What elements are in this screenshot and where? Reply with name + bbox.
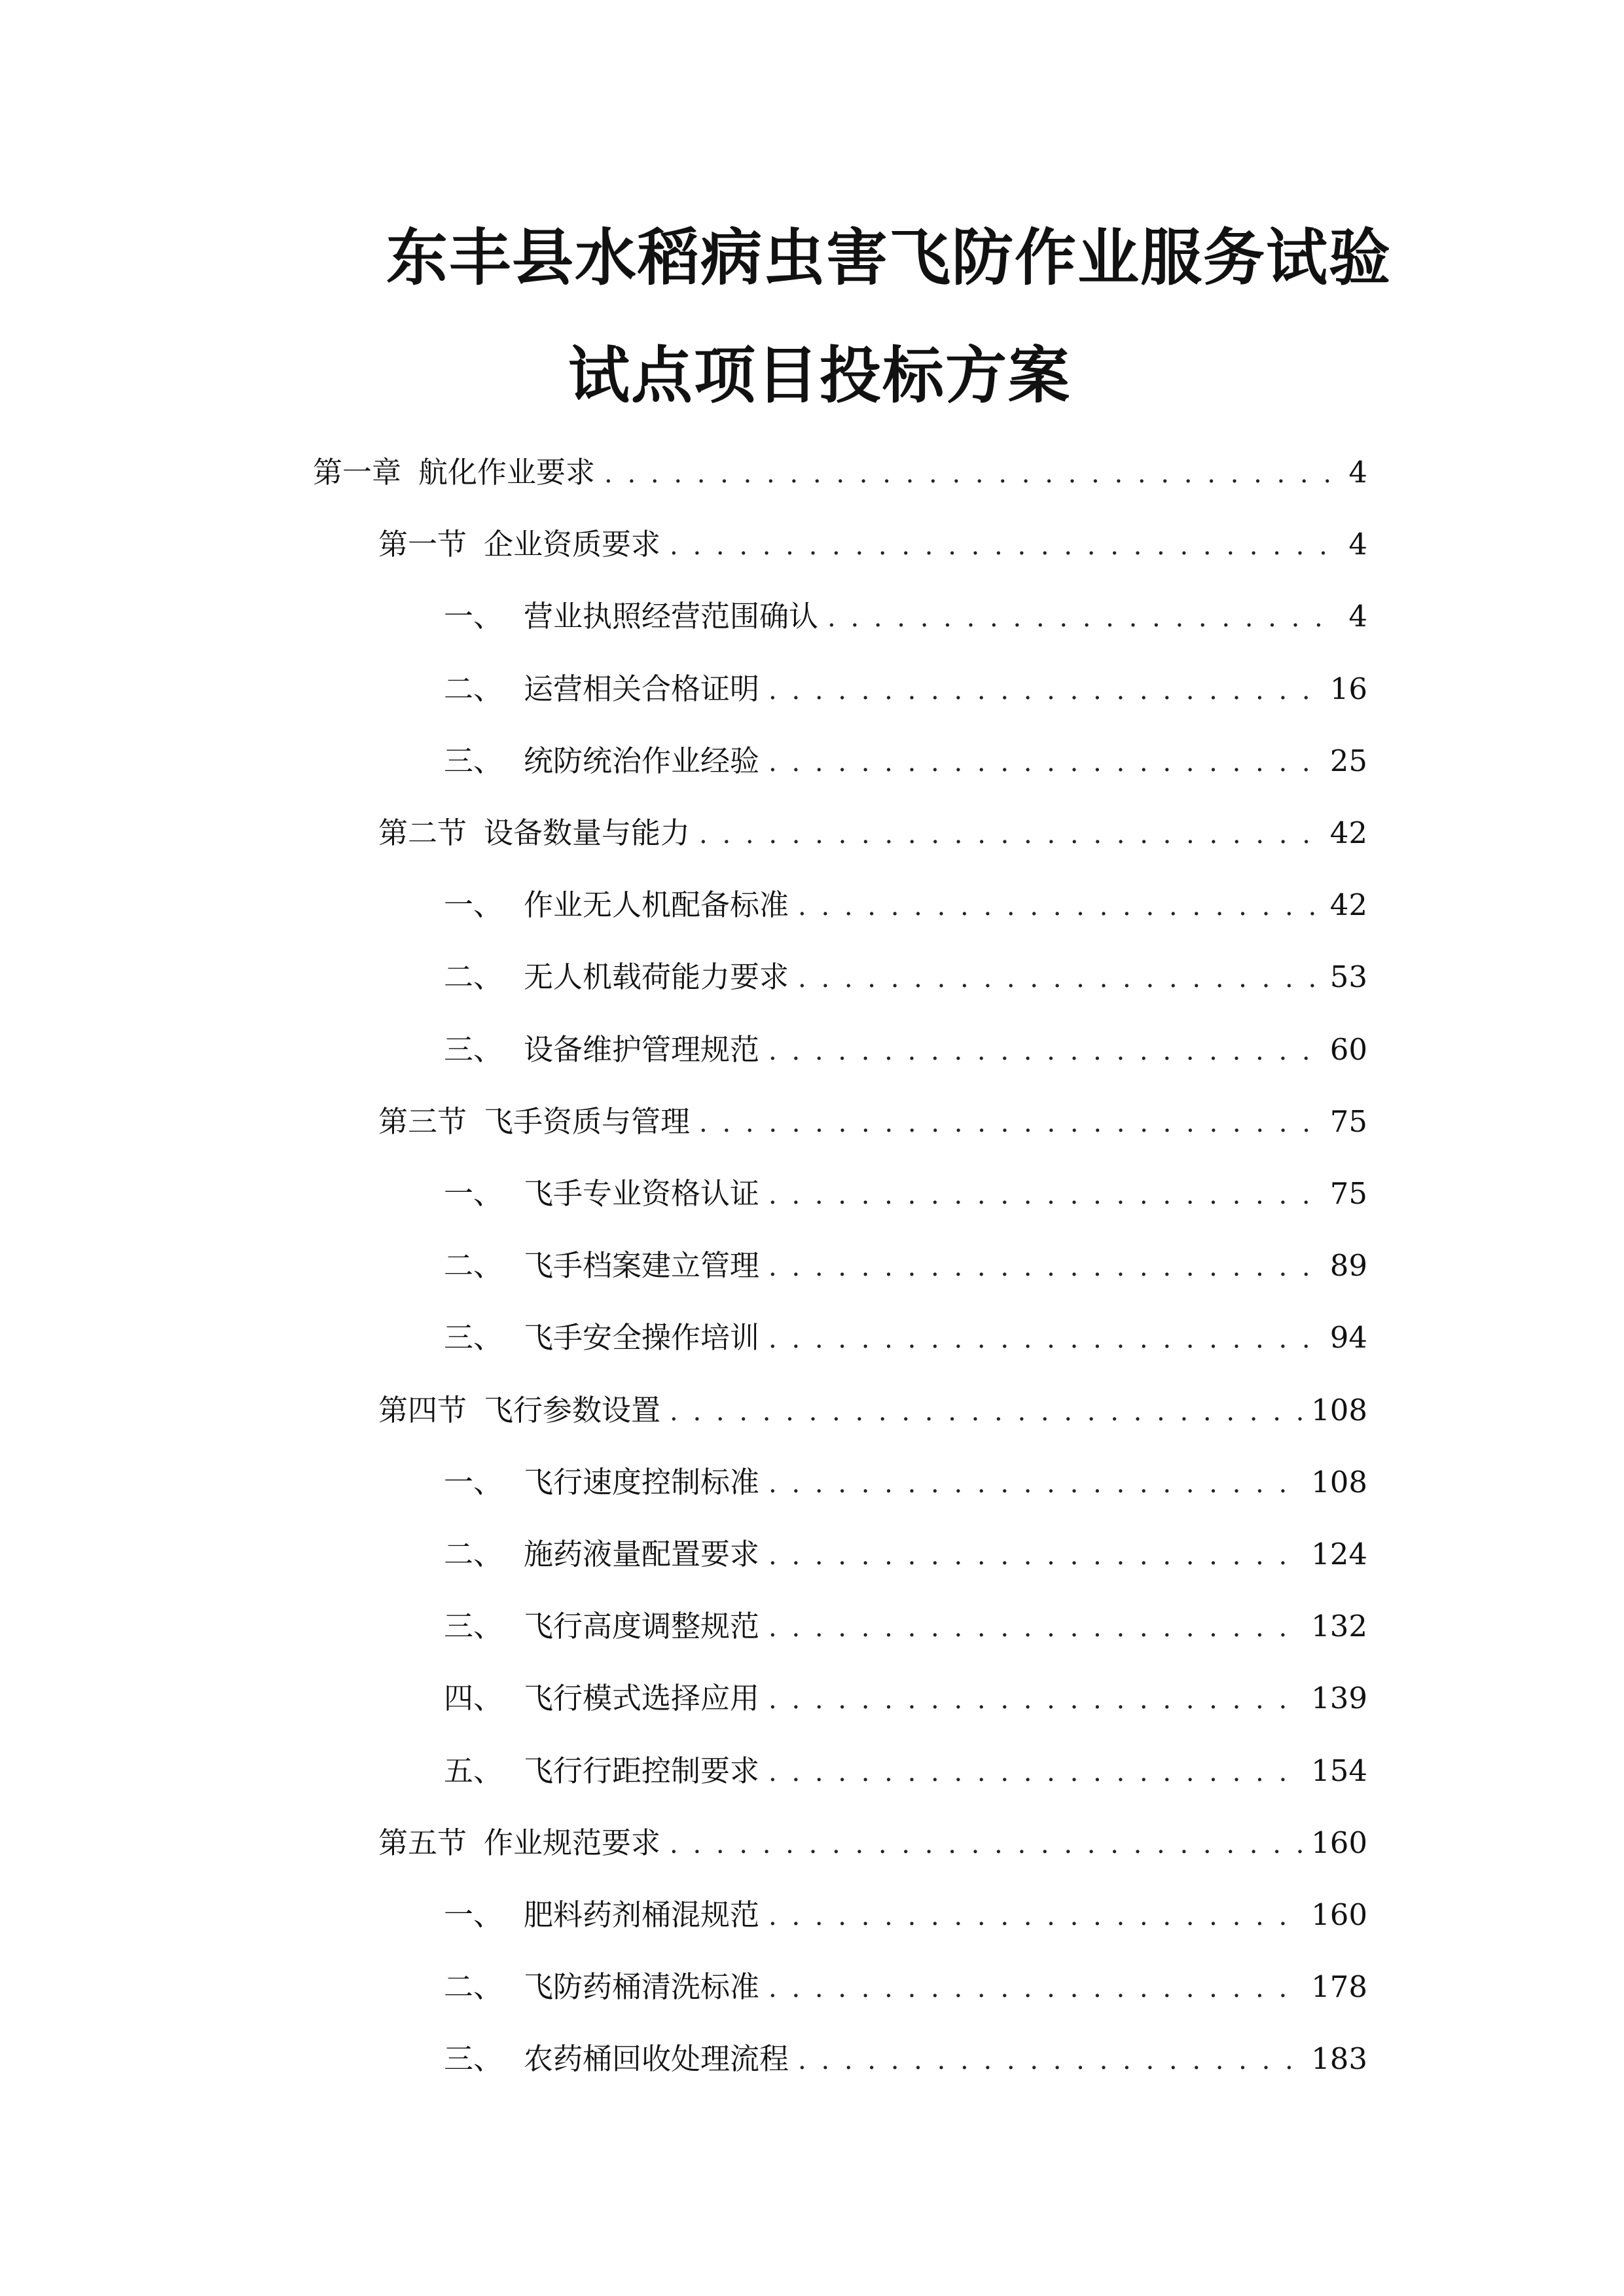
toc-entry-page-number: 16: [1329, 672, 1367, 706]
toc-entry-page-number: 94: [1329, 1320, 1367, 1355]
toc-entry-title: 运营相关合格证明: [524, 672, 760, 706]
toc-entry[interactable]: [444, 742, 1367, 781]
toc-entry-page-number: 25: [1329, 744, 1367, 778]
toc-entry-title: 航化作业要求: [418, 455, 596, 490]
toc-dot-leader: [798, 959, 1321, 998]
toc-dot-leader: [699, 1103, 1321, 1143]
toc-entry-title: 飞行参数设置: [484, 1393, 661, 1427]
toc-dot-leader: [670, 1392, 1302, 1431]
toc-entry-number: 一、: [444, 599, 503, 634]
toc-entry[interactable]: [444, 1174, 1367, 1213]
toc-dot-leader: [798, 887, 1321, 926]
toc-entry-page-number: 60: [1329, 1032, 1367, 1067]
toc-dot-leader: [768, 1319, 1321, 1359]
toc-entry-number: 一、: [444, 888, 503, 922]
toc-entry-page-number: 139: [1311, 1681, 1367, 1715]
toc-entry[interactable]: [444, 1535, 1367, 1574]
toc-entry[interactable]: [444, 1751, 1367, 1791]
toc-entry[interactable]: [444, 1679, 1367, 1718]
toc-entry-number: 四、: [444, 1681, 503, 1715]
toc-entry-title: 飞行模式选择应用: [524, 1681, 760, 1715]
toc-entry-page-number: 178: [1311, 1969, 1367, 2004]
toc-entry-page-number: 160: [1311, 1897, 1367, 1932]
toc-dot-leader: [768, 1969, 1302, 2008]
toc-dot-leader: [768, 743, 1321, 782]
toc-entry-number: 二、: [444, 672, 503, 706]
toc-entry-page-number: 124: [1311, 1537, 1367, 1571]
toc-entry-number: 第五节: [378, 1825, 467, 1860]
toc-dot-leader: [768, 671, 1321, 710]
toc-entry-page-number: 42: [1329, 888, 1367, 922]
toc-entry-title: 飞手专业资格认证: [524, 1176, 760, 1211]
toc-entry-number: 三、: [444, 1032, 503, 1067]
toc-dot-leader: [768, 1680, 1302, 1719]
toc-entry-page-number: 154: [1311, 1753, 1367, 1788]
toc-entry-number: 第四节: [378, 1393, 467, 1427]
document-title-line-1: 东丰县水稻病虫害飞防作业服务试验: [386, 223, 1392, 294]
toc-entry-number: 第二节: [378, 816, 467, 850]
toc-entry-page-number: 160: [1311, 1825, 1367, 1860]
toc-dot-leader: [768, 1753, 1302, 1792]
toc-entry-number: 三、: [444, 2041, 503, 2076]
toc-entry-number: 一、: [444, 1176, 503, 1211]
toc-entry-page-number: 42: [1329, 816, 1367, 850]
toc-entry-title: 作业无人机配备标准: [524, 888, 789, 922]
toc-entry-number: 五、: [444, 1753, 503, 1788]
toc-entry-title: 统防统治作业经验: [524, 744, 760, 778]
toc-entry-number: 三、: [444, 1609, 503, 1643]
toc-entry[interactable]: [444, 1030, 1367, 1069]
toc-entry-title: 飞行高度调整规范: [524, 1609, 760, 1643]
toc-dot-leader: [768, 1031, 1321, 1071]
toc-dot-leader: [768, 1608, 1302, 1647]
toc-entry-number: 二、: [444, 1969, 503, 2004]
toc-entry-page-number: 132: [1311, 1609, 1367, 1643]
toc-entry-title: 农药桶回收处理流程: [524, 2041, 789, 2076]
toc-entry-page-number: 53: [1329, 960, 1367, 994]
toc-dot-leader: [604, 454, 1332, 493]
toc-entry-title: 施药液量配置要求: [524, 1537, 760, 1571]
toc-dot-leader: [768, 1897, 1302, 1936]
toc-entry-page-number: 108: [1311, 1393, 1367, 1427]
toc-dot-leader: [670, 1825, 1302, 1864]
toc-entry-title: 飞手资质与管理: [484, 1104, 691, 1139]
toc-entry[interactable]: [444, 2039, 1367, 2079]
toc-dot-leader: [798, 2041, 1302, 2080]
toc-entry[interactable]: [444, 958, 1367, 997]
toc-entry[interactable]: [444, 1895, 1367, 1935]
toc-entry-number: 第一章: [313, 455, 402, 490]
toc-entry-number: 二、: [444, 1248, 503, 1283]
toc-entry[interactable]: [313, 453, 1367, 492]
toc-entry-title: 飞防药桶清洗标准: [524, 1969, 760, 2004]
toc-entry-page-number: 108: [1311, 1465, 1367, 1499]
toc-entry-title: 飞手安全操作培训: [524, 1320, 760, 1355]
toc-entry-title: 飞手档案建立管理: [524, 1248, 760, 1283]
toc-entry[interactable]: [378, 1102, 1367, 1141]
toc-entry-title: 设备维护管理规范: [524, 1032, 760, 1067]
toc-entry-number: 二、: [444, 960, 503, 994]
toc-entry-page-number: 183: [1311, 2041, 1367, 2076]
toc-entry-title: 设备数量与能力: [484, 816, 691, 850]
toc-entry-page-number: 75: [1329, 1176, 1367, 1211]
toc-entry[interactable]: [444, 1246, 1367, 1285]
toc-entry[interactable]: [444, 1607, 1367, 1646]
toc-entry-number: 二、: [444, 1537, 503, 1571]
toc-entry-number: 一、: [444, 1465, 503, 1499]
toc-dot-leader: [768, 1536, 1302, 1575]
toc-entry-number: 第一节: [378, 527, 467, 562]
toc-entry-page-number: 4: [1348, 599, 1367, 634]
toc-entry[interactable]: [444, 886, 1367, 925]
document-title-line-2: 试点项目投标方案: [568, 340, 1072, 412]
toc-entry-title: 肥料药剂桶混规范: [524, 1897, 760, 1932]
toc-dot-leader: [768, 1464, 1302, 1503]
toc-entry[interactable]: [378, 1823, 1367, 1863]
toc-entry-number: 第三节: [378, 1104, 467, 1139]
toc-entry[interactable]: [444, 1463, 1367, 1502]
toc-entry[interactable]: [378, 814, 1367, 853]
toc-entry-title: 飞行行距控制要求: [524, 1753, 760, 1788]
toc-entry-number: 三、: [444, 1320, 503, 1355]
toc-entry-page-number: 4: [1348, 527, 1367, 562]
toc-entry-title: 营业执照经营范围确认: [524, 599, 819, 634]
toc-dot-leader: [827, 598, 1332, 637]
toc-dot-leader: [768, 1175, 1321, 1215]
toc-entry-page-number: 89: [1329, 1248, 1367, 1283]
toc-entry-title: 飞行速度控制标准: [524, 1465, 760, 1499]
toc-entry-title: 无人机载荷能力要求: [524, 960, 789, 994]
toc-entry[interactable]: [444, 1967, 1367, 2007]
toc-entry-number: 三、: [444, 744, 503, 778]
toc-entry-title: 作业规范要求: [484, 1825, 661, 1860]
toc-dot-leader: [670, 526, 1332, 565]
toc-entry[interactable]: [378, 1391, 1367, 1430]
toc-entry[interactable]: [444, 670, 1367, 709]
toc-entry[interactable]: [444, 1318, 1367, 1357]
toc-entry[interactable]: [444, 597, 1367, 636]
toc-entry-page-number: 4: [1348, 455, 1367, 490]
toc-entry-title: 企业资质要求: [484, 527, 661, 562]
toc-dot-leader: [699, 815, 1321, 854]
toc-entry-page-number: 75: [1329, 1104, 1367, 1139]
toc-entry-number: 一、: [444, 1897, 503, 1932]
toc-entry[interactable]: [378, 525, 1367, 564]
toc-dot-leader: [768, 1247, 1321, 1287]
